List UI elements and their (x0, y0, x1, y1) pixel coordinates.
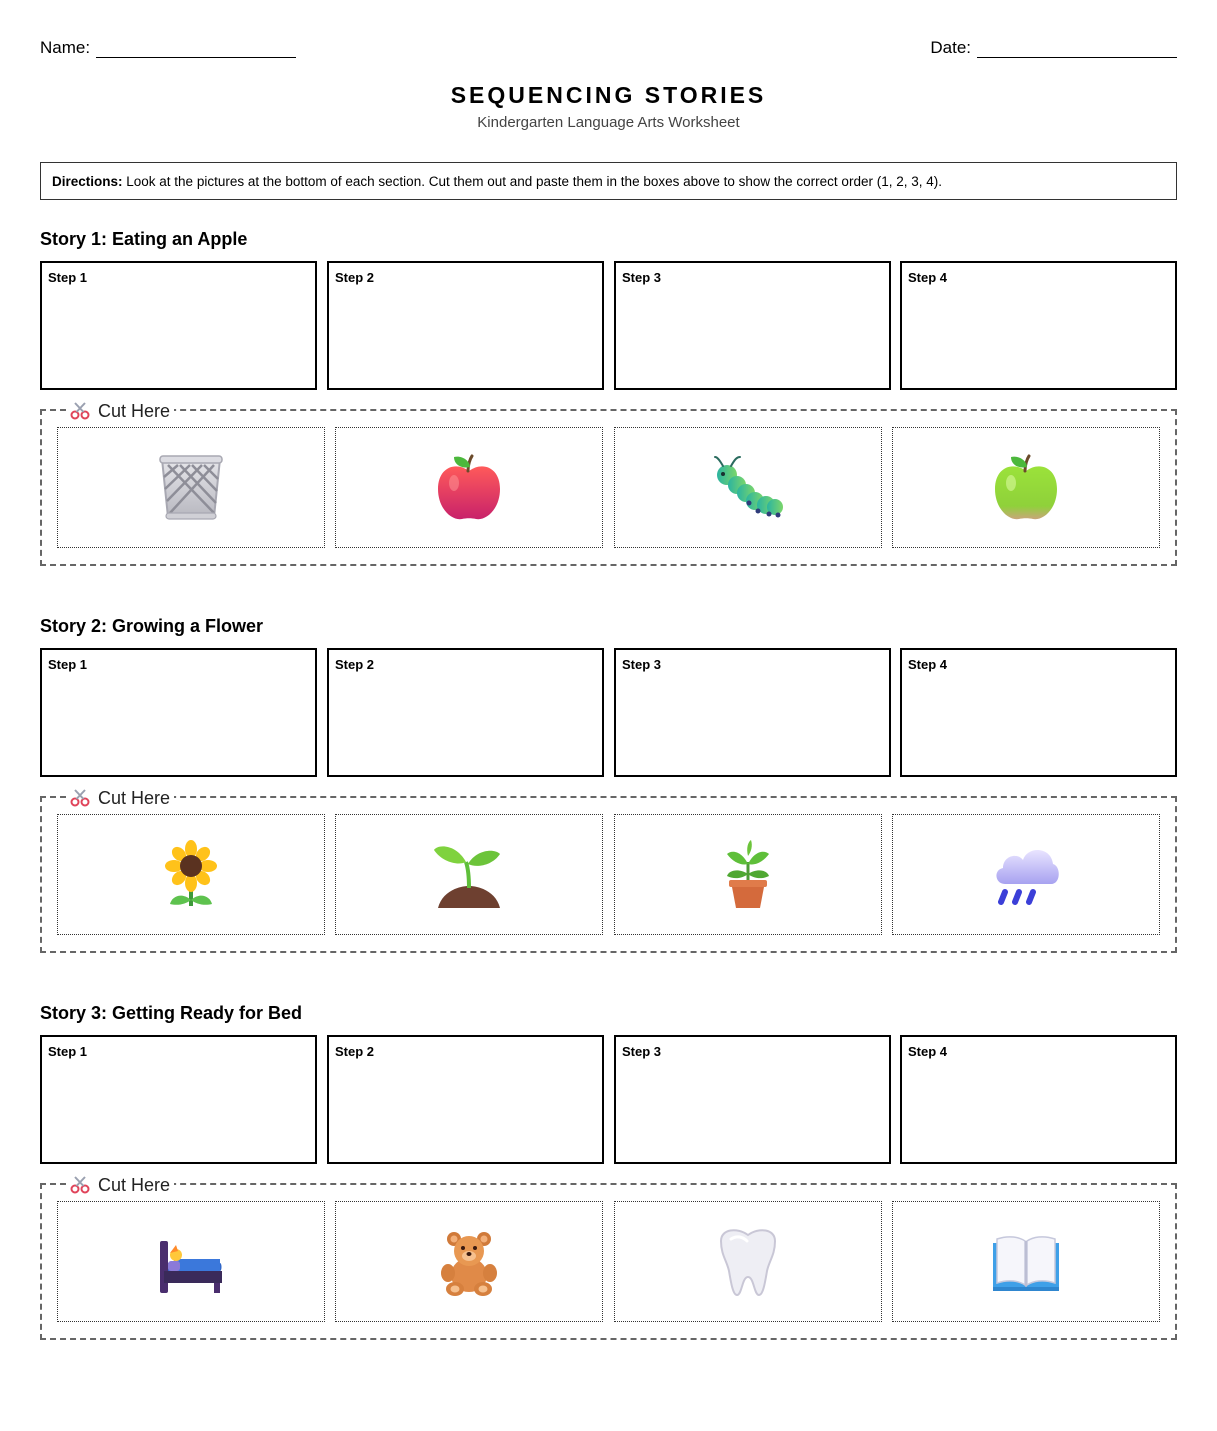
header-row (40, 38, 1177, 62)
step-label: Step 3 (622, 1044, 662, 1059)
picture-card[interactable] (614, 427, 882, 548)
picture-card[interactable] (892, 427, 1160, 548)
cut-out-area (40, 400, 1177, 566)
picture-card[interactable] (57, 427, 325, 548)
step-boxes (40, 261, 1177, 390)
scissors-icon (70, 789, 90, 807)
picture-card[interactable] (892, 1201, 1160, 1322)
step-label: Step 2 (335, 270, 375, 285)
picture-card[interactable] (614, 814, 882, 935)
picture-card[interactable] (335, 814, 603, 935)
step-box-2 (327, 1035, 604, 1164)
cut-out-area (40, 1174, 1177, 1340)
directions-text (41, 174, 942, 189)
cut-here-label (66, 400, 174, 422)
cut-here-label (66, 787, 174, 809)
step-label: Step 4 (908, 270, 948, 285)
step-box-3 (614, 648, 891, 777)
step-label: Step 1 (48, 1044, 88, 1059)
date-line[interactable] (977, 40, 1177, 58)
picture-card[interactable] (614, 1201, 882, 1322)
step-label: Step 4 (908, 1044, 948, 1059)
step-label: Step 3 (622, 657, 662, 672)
picture-card[interactable] (335, 1201, 603, 1322)
date-field (930, 38, 1177, 58)
story-title: Story 2: Growing a Flower (40, 616, 264, 636)
story-title: Story 1: Eating an Apple (40, 229, 248, 249)
cut-here-label (66, 1174, 174, 1196)
teddy-bear-icon (434, 1227, 504, 1297)
story-1 (40, 229, 1177, 579)
caterpillar-icon (713, 453, 783, 523)
step-boxes (40, 1035, 1177, 1164)
directions-label: Directions: (52, 173, 123, 189)
potted-plant-icon (713, 840, 783, 910)
name-field (40, 38, 296, 58)
date-label: Date: (930, 38, 971, 57)
red-apple-icon (434, 453, 504, 523)
cut-out-area (40, 787, 1177, 953)
wastebasket-icon (156, 453, 226, 523)
picture-card[interactable] (57, 1201, 325, 1322)
story-2 (40, 616, 1177, 966)
rain-cloud-icon (991, 840, 1061, 910)
cut-here-text: Cut Here (98, 400, 171, 421)
picture-card[interactable] (335, 427, 603, 548)
tooth-icon (713, 1227, 783, 1297)
step-box-2 (327, 648, 604, 777)
bed-icon (156, 1227, 226, 1297)
scissors-icon (70, 1176, 90, 1194)
step-boxes (40, 648, 1177, 777)
seedling-icon (434, 840, 504, 910)
step-label: Step 2 (335, 1044, 375, 1059)
step-label: Step 1 (48, 270, 88, 285)
scissors-icon (70, 402, 90, 420)
green-apple-icon (991, 453, 1061, 523)
name-line[interactable] (96, 40, 296, 58)
directions-box (40, 162, 1177, 200)
step-box-4 (900, 1035, 1177, 1164)
picture-card[interactable] (57, 814, 325, 935)
sunflower-icon (156, 840, 226, 910)
step-box-1 (40, 261, 317, 390)
step-box-1 (40, 1035, 317, 1164)
open-book-icon (991, 1227, 1061, 1297)
step-label: Step 4 (908, 657, 948, 672)
cut-here-text: Cut Here (98, 787, 171, 808)
worksheet-title: SEQUENCING STORIES (450, 82, 767, 108)
step-box-3 (614, 1035, 891, 1164)
cut-here-text: Cut Here (98, 1174, 171, 1195)
directions-body: Look at the pictures at the bottom of each section. Cut them out and paste them in the boxes above to show the correct order (1, 2, 3, 4). (122, 173, 942, 189)
step-box-1 (40, 648, 317, 777)
step-label: Step 3 (622, 270, 662, 285)
picture-card[interactable] (892, 814, 1160, 935)
step-label: Step 1 (48, 657, 88, 672)
worksheet-subtitle: Kindergarten Language Arts Worksheet (477, 114, 740, 131)
step-box-3 (614, 261, 891, 390)
name-label: Name: (40, 38, 91, 57)
story-title: Story 3: Getting Ready for Bed (40, 1003, 303, 1023)
step-box-4 (900, 648, 1177, 777)
step-box-4 (900, 261, 1177, 390)
story-3 (40, 1003, 1177, 1353)
step-box-2 (327, 261, 604, 390)
step-label: Step 2 (335, 657, 375, 672)
